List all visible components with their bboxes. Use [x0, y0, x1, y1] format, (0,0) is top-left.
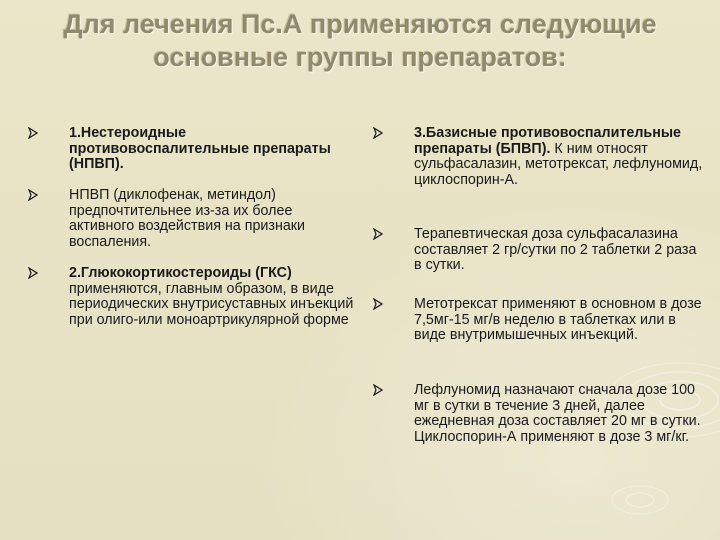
arrow-bullet-icon [373, 127, 385, 140]
list-item [28, 126, 358, 188]
item-text: Терапевтическая доза сульфасалазина составляет 2 гр/сутки по 2 таблетки 2 раза в сутки. [414, 226, 697, 274]
list-item [373, 297, 703, 383]
list-item [373, 126, 703, 227]
item-bold-text: 2.Глюкокортикостероиды (ГКС) [69, 265, 292, 281]
item-text: НПВП (диклофенак, метиндол) предпочтительнее из-за их более активного воздействия на признаки воспаления. [69, 187, 306, 250]
item-text: Лефлуномид назначают сначала дозе 100 мг в сутки в течение 3 дней, далее ежедневная доза составляет 20 мг в сутки. Циклоспорин-А применяют в дозе 3 мг/кг. [414, 382, 701, 445]
list-item [28, 188, 358, 266]
list-item [373, 227, 703, 297]
arrow-bullet-icon [373, 298, 385, 311]
slide-title-line-1: Для лечения Пс.А применяются следующие [63, 9, 657, 39]
item-bold-text: 3.Базисные противовоспалительные препараты (БПВП). [414, 125, 681, 157]
item-bold-text: 1.Нестероидные противовоспалительные препараты (НПВП). [69, 125, 331, 173]
item-text: К ним относят сульфасалазин, метотрексат, лефлуномид, циклоспорин-А. [414, 140, 703, 188]
right-column [373, 126, 703, 445]
slide-title-line-2: основные группы препаратов: [153, 42, 567, 72]
arrow-bullet-icon [28, 127, 40, 140]
slide-title [0, 8, 720, 74]
item-text: применяются, главным образом, в виде периодических внутрисуставных инъекций при олиго-или моноартрикулярной форме [69, 280, 354, 328]
arrow-bullet-icon [373, 228, 385, 241]
arrow-bullet-icon [28, 267, 40, 280]
left-column [28, 126, 358, 328]
arrow-bullet-icon [28, 189, 40, 202]
list-item [28, 266, 358, 328]
list-item [373, 383, 703, 445]
arrow-bullet-icon [373, 384, 385, 397]
item-text: Метотрексат применяют в основном в дозе 7,5мг-15 мг/в неделю в таблетках или в виде внутримышечных инъекций. [414, 296, 702, 344]
